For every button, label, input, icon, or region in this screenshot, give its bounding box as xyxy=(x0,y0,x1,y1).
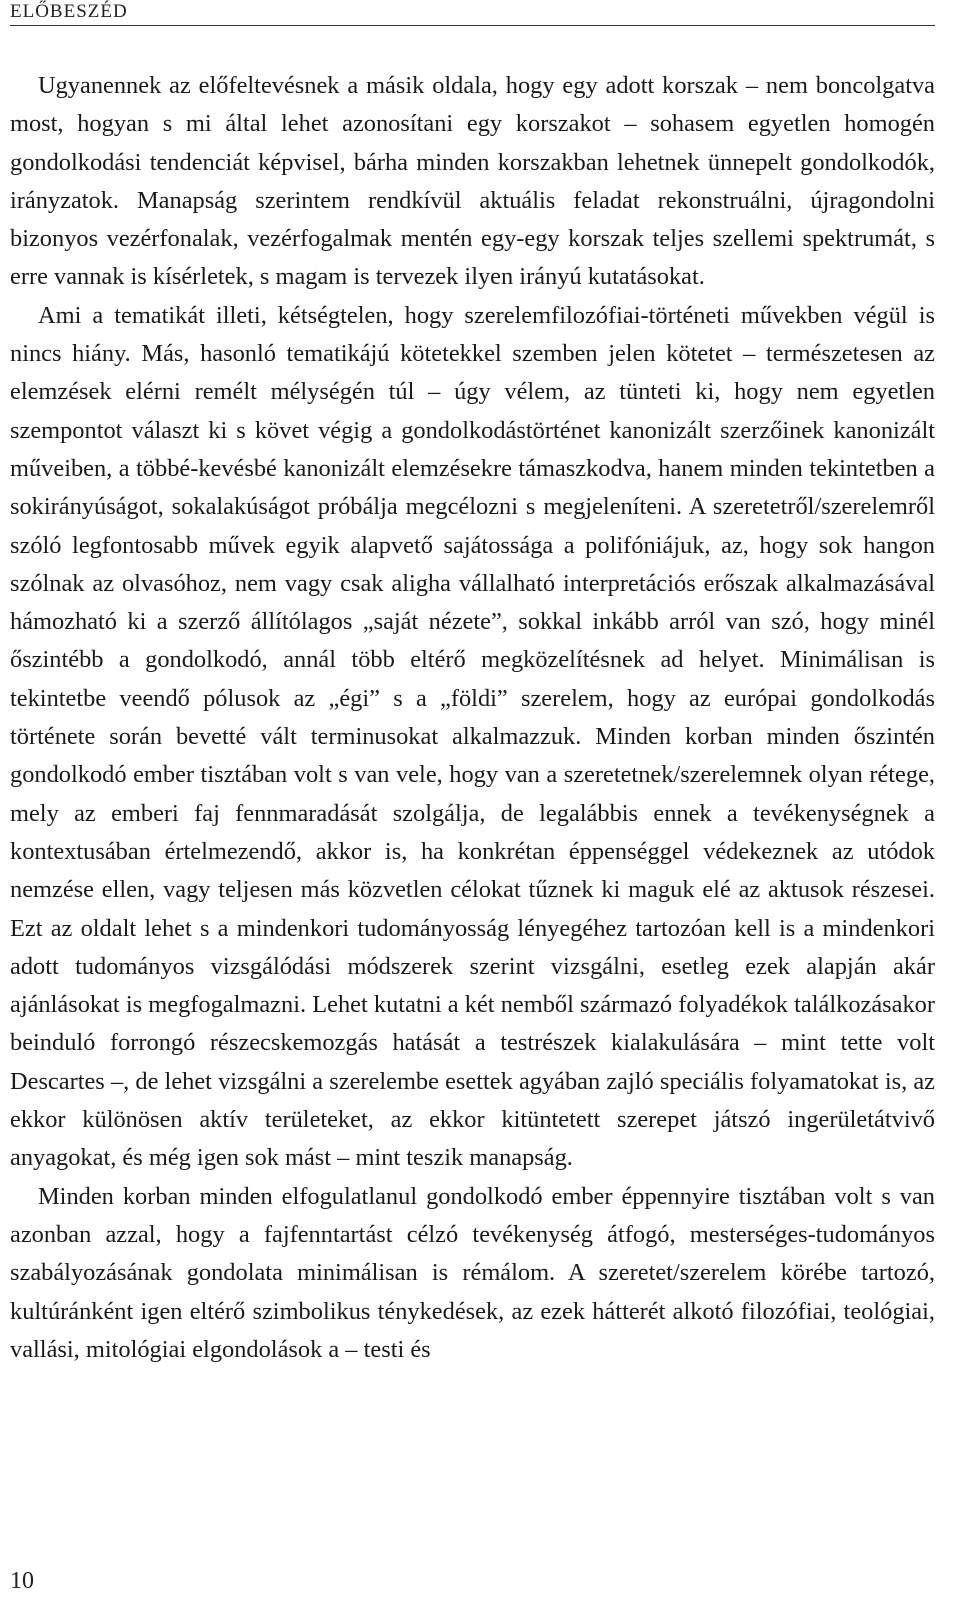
header-rule xyxy=(10,25,935,26)
paragraph-1: Ugyanennek az előfeltevésnek a másik oldala, hogy egy adott korszak – nem boncolgatva most, hogyan s mi által lehet azonosítani egy korszakot – sohasem egyetlen homogén gondolkodási tendenciát képvisel, bárha minden korszakban lehetnek ünnepelt gondolkodók, irányzatok. Manapság szerintem rendkívül aktuális feladat rekonstruálni, újragondolni bizonyos vezérfonalak, vezérfogalmak mentén egy-egy korszak teljes szellemi spektrumát, s erre vannak is kísérletek, s magam is tervezek ilyen irányú kutatásokat. xyxy=(10,72,935,291)
paragraph-2: Ami a tematikát illeti, kétségtelen, hogy szerelemfilozófiai-történeti művekben végül is nincs hiány. Más, hasonló tematikájú kötetekkel szemben jelen kötetet – természetesen az elemzések elérni remélt mélységén túl – úgy vélem, az tünteti ki, hogy nem egyetlen szempontot választ ki s követ végig a gondolkodástörténet kanonizált szerzőinek kanonizált műveiben, a többé-kevésbé kanonizált elemzésekre támaszkodva, hanem minden tekintetben a sokirányúságot, sokalakúságot próbálja megcélozni s megjeleníteni. A szeretetről/szerelemről szóló legfontosabb művek egyik alapvető sajátossága a polifóniájuk, az, hogy sok hangon szólnak az olvasóhoz, nem vagy csak aligha vállalható interpretációs erőszak alkalmazásával hámozható ki a szerző állítólagos „saját nézete”, sokkal inkább arról van szó, hogy minél őszintébb a gondolkodó, annál több eltérő megközelítésnek ad helyet. Minimálisan is tekintetbe veendő pólusok az „égi” s a „földi” szerelem, hogy az európai gondolkodás története során bevetté vált terminusokat alkalmazzuk. Minden korban minden őszintén gondolkodó ember tisztában volt s van vele, hogy van a szeretetnek/szerelemnek olyan rétege, mely az emberi faj fennmaradását szolgálja, de legalábbis ennek a tevékenységnek a kontextusában értelmezendő, akkor is, ha konkrétan éppenséggel védekeznek az utódok nemzése ellen, vagy teljesen más közvetlen célokat tűznek ki maguk elé az aktusok részesei. Ezt az oldalt lehet s a mindenkori tudományosság lényegéhez tartozóan kell is a mindenkori adott tudományos vizsgálódási módszerek szerint vizsgálni, esetleg ezek alapján akár ajánlásokat is megfogalmazni. Lehet kutatni a két nemből származó folyadékok találkozásakor beinduló forrongó részecskemozgás hatását a testrészek kialakulására – mint tette volt Descartes –, de lehet vizsgálni a szerelembe esettek agyában zajló speciális folyamatokat is, az ekkor különösen aktív területeket, az ekkor kitüntetett szerepet játszó ingerületátvivő anyagokat, és még igen sok mást – mint teszik manapság. xyxy=(10,301,935,1172)
running-head: ELŐBESZÉD xyxy=(10,1,128,22)
page-body xyxy=(10,67,935,1369)
paragraph-3: Minden korban minden elfogulatlanul gondolkodó ember éppennyire tisztában volt s van azonban azzal, hogy a fajfenntartást célzó tevékenység átfogó, mesterséges-tudományos szabályozásának gondolata minimálisan is rémálom. A szeretet/szerelem körébe tartozó, kultúránként igen eltérő szimbolikus ténykedések, az ezek hátterét alkotó filozófiai, teológiai, vallási, mitológiai elgondolások a – testi és xyxy=(10,1182,935,1363)
page-number: 10 xyxy=(10,1568,34,1594)
